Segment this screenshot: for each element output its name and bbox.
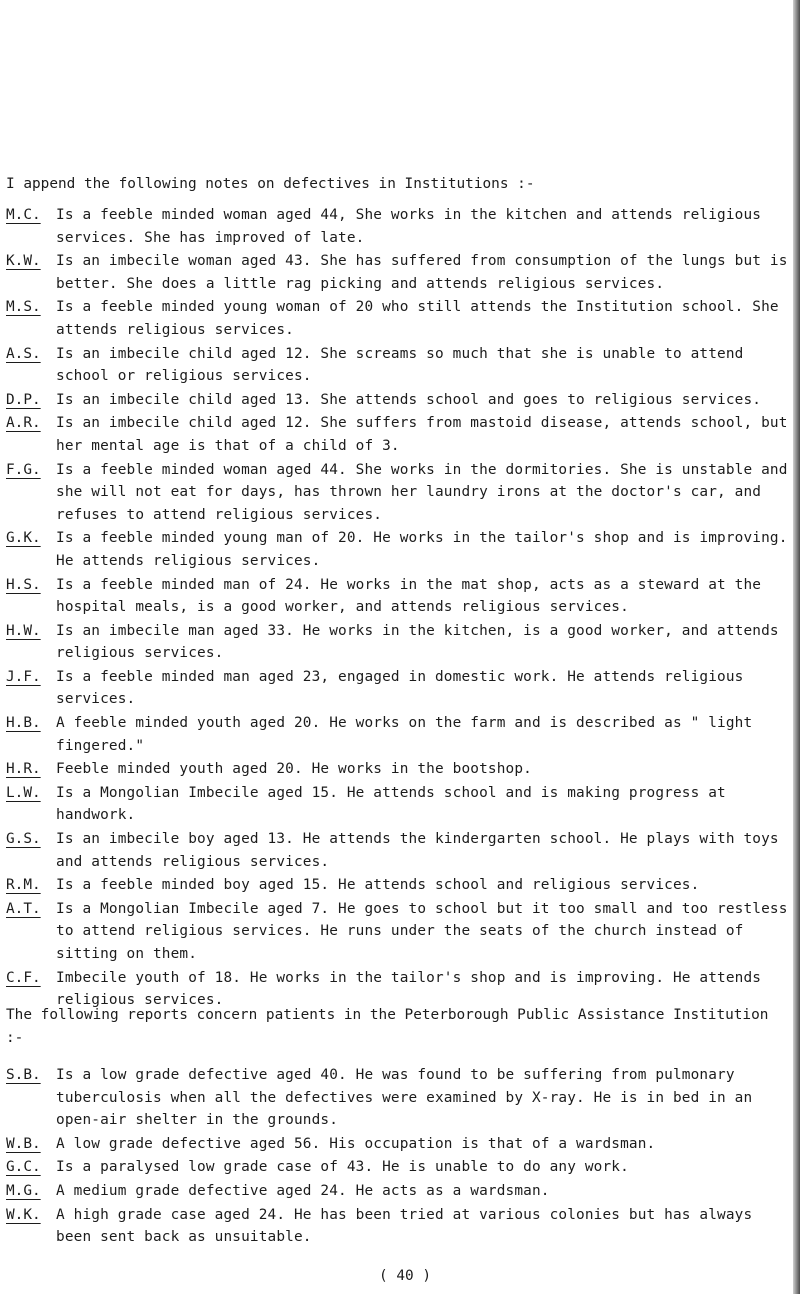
note-entry xyxy=(6,296,790,341)
patient-note: Is a feeble minded young man of 20. He works in the tailor's shop and is improving. He attends religious services. xyxy=(56,530,788,569)
patient-note: Is an imbecile woman aged 43. She has suffered from consumption of the lungs but is better. She does a little rag picking and attends religious services. xyxy=(56,253,788,292)
note-entry xyxy=(6,204,790,249)
patient-note: A medium grade defective aged 24. He acts as a wardsman. xyxy=(56,1182,550,1199)
note-entry xyxy=(6,1133,790,1156)
patient-initials: H.S. xyxy=(6,576,41,593)
note-entry xyxy=(6,343,790,388)
note-entry xyxy=(6,412,790,457)
patient-initials: H.B. xyxy=(6,715,41,732)
patient-note: Is an imbecile man aged 33. He works in the kitchen, is a good worker, and attends religious services. xyxy=(56,622,779,662)
patient-initials: G.C. xyxy=(6,1159,41,1176)
peterborough-intro: The following reports concern patients in the Peterborough Public Assistance Institution :- xyxy=(6,1007,769,1046)
patient-initials: G.S. xyxy=(6,831,41,848)
note-entry xyxy=(6,1204,790,1249)
patient-note: A low grade defective aged 56. His occupation is that of a wardsman. xyxy=(56,1135,656,1152)
patient-note: Is a paralysed low grade case of 43. He is unable to do any work. xyxy=(56,1159,629,1176)
patient-initials: W.B. xyxy=(6,1135,41,1152)
patient-initials: S.B. xyxy=(6,1067,41,1083)
patient-initials: K.W. xyxy=(6,253,41,270)
note-entry xyxy=(6,1180,790,1203)
patient-initials: F.G. xyxy=(6,461,41,478)
note-entry xyxy=(6,758,790,781)
patient-note: Is a feeble minded woman aged 44. She works in the dormitories. She is unstable and she will not eat for days, has thrown her laundry irons at the doctor's car, and refuses to attend religious services. xyxy=(56,461,788,523)
patient-note: Is a feeble minded man aged 23, engaged in domestic work. He attends religious services. xyxy=(56,668,744,708)
patient-initials: C.F. xyxy=(6,969,41,986)
note-entry xyxy=(6,527,790,572)
note-entry xyxy=(6,874,790,897)
patient-note: Is a feeble minded man of 24. He works in the mat shop, acts as a steward at the hospital meals, is a good worker, and attends religious services. xyxy=(56,576,762,616)
patient-note: Feeble minded youth aged 20. He works in the bootshop. xyxy=(56,761,532,778)
note-entry xyxy=(6,1064,790,1132)
patient-initials: M.C. xyxy=(6,207,41,223)
patient-note: Is an imbecile child aged 12. She suffers from mastoid disease, attends school, but her mental age is that of a child of 3. xyxy=(56,415,788,454)
peterborough-notes-list xyxy=(6,1064,790,1250)
note-entry xyxy=(6,459,790,527)
patient-note: Imbecile youth of 18. He works in the tailor's shop and is improving. He attends religious services. xyxy=(56,969,762,1009)
note-entry xyxy=(6,250,790,295)
patient-note: Is a Mongolian Imbecile aged 15. He attends school and is making progress at handwork. xyxy=(56,784,726,824)
patient-note: Is a Mongolian Imbecile aged 7. He goes to school but it too small and too restless to attend religious services. He runs under the seats of the church instead of sitting on them. xyxy=(56,900,788,962)
note-entry xyxy=(6,389,790,412)
patient-note: Is an imbecile child aged 12. She screams so much that she is unable to attend school or religious services. xyxy=(56,345,744,385)
patient-initials: L.W. xyxy=(6,784,41,801)
patient-initials: R.M. xyxy=(6,877,41,894)
patient-note: A feeble minded youth aged 20. He works on the farm and is described as " light fingered." xyxy=(56,715,753,754)
page-edge-shadow xyxy=(793,0,800,1294)
patient-initials: H.W. xyxy=(6,622,41,639)
patient-note: Is a low grade defective aged 40. He was found to be suffering from pulmonary tuberculosis when all the defectives were examined by X-ray. He is in bed in an open-air shelter in the grounds. xyxy=(56,1067,753,1129)
patient-note: A high grade case aged 24. He has been tried at various colonies but has always been sent back as unsuitable. xyxy=(56,1206,753,1246)
patient-initials: M.S. xyxy=(6,299,41,316)
patient-initials: D.P. xyxy=(6,391,41,408)
note-entry xyxy=(6,1156,790,1179)
note-entry xyxy=(6,712,790,757)
patient-initials: A.T. xyxy=(6,900,41,917)
page-number: ( 40 ) xyxy=(379,1268,431,1284)
patient-initials: M.G. xyxy=(6,1182,41,1199)
patient-note: Is a feeble minded boy aged 15. He attends school and religious services. xyxy=(56,877,700,894)
patient-initials: G.K. xyxy=(6,530,41,547)
note-entry xyxy=(6,828,790,873)
note-entry xyxy=(6,574,790,619)
patient-initials: A.S. xyxy=(6,345,41,362)
institution-notes-list xyxy=(6,204,790,1013)
intro-line: I append the following notes on defectives in Institutions :- xyxy=(6,176,535,192)
patient-initials: A.R. xyxy=(6,415,41,432)
patient-note: Is an imbecile child aged 13. She attends school and goes to religious services. xyxy=(56,391,762,408)
note-entry xyxy=(6,620,790,665)
patient-note: Is a feeble minded woman aged 44, She works in the kitchen and attends religious services. She has improved of late. xyxy=(56,207,762,246)
patient-note: Is a feeble minded young woman of 20 who still attends the Institution school. She attends religious services. xyxy=(56,299,779,338)
note-entry xyxy=(6,898,790,966)
note-entry xyxy=(6,782,790,827)
note-entry xyxy=(6,666,790,711)
patient-initials: H.R. xyxy=(6,761,41,778)
patient-initials: J.F. xyxy=(6,668,41,685)
patient-initials: W.K. xyxy=(6,1206,41,1223)
patient-note: Is an imbecile boy aged 13. He attends the kindergarten school. He plays with toys and attends religious services. xyxy=(56,831,779,870)
